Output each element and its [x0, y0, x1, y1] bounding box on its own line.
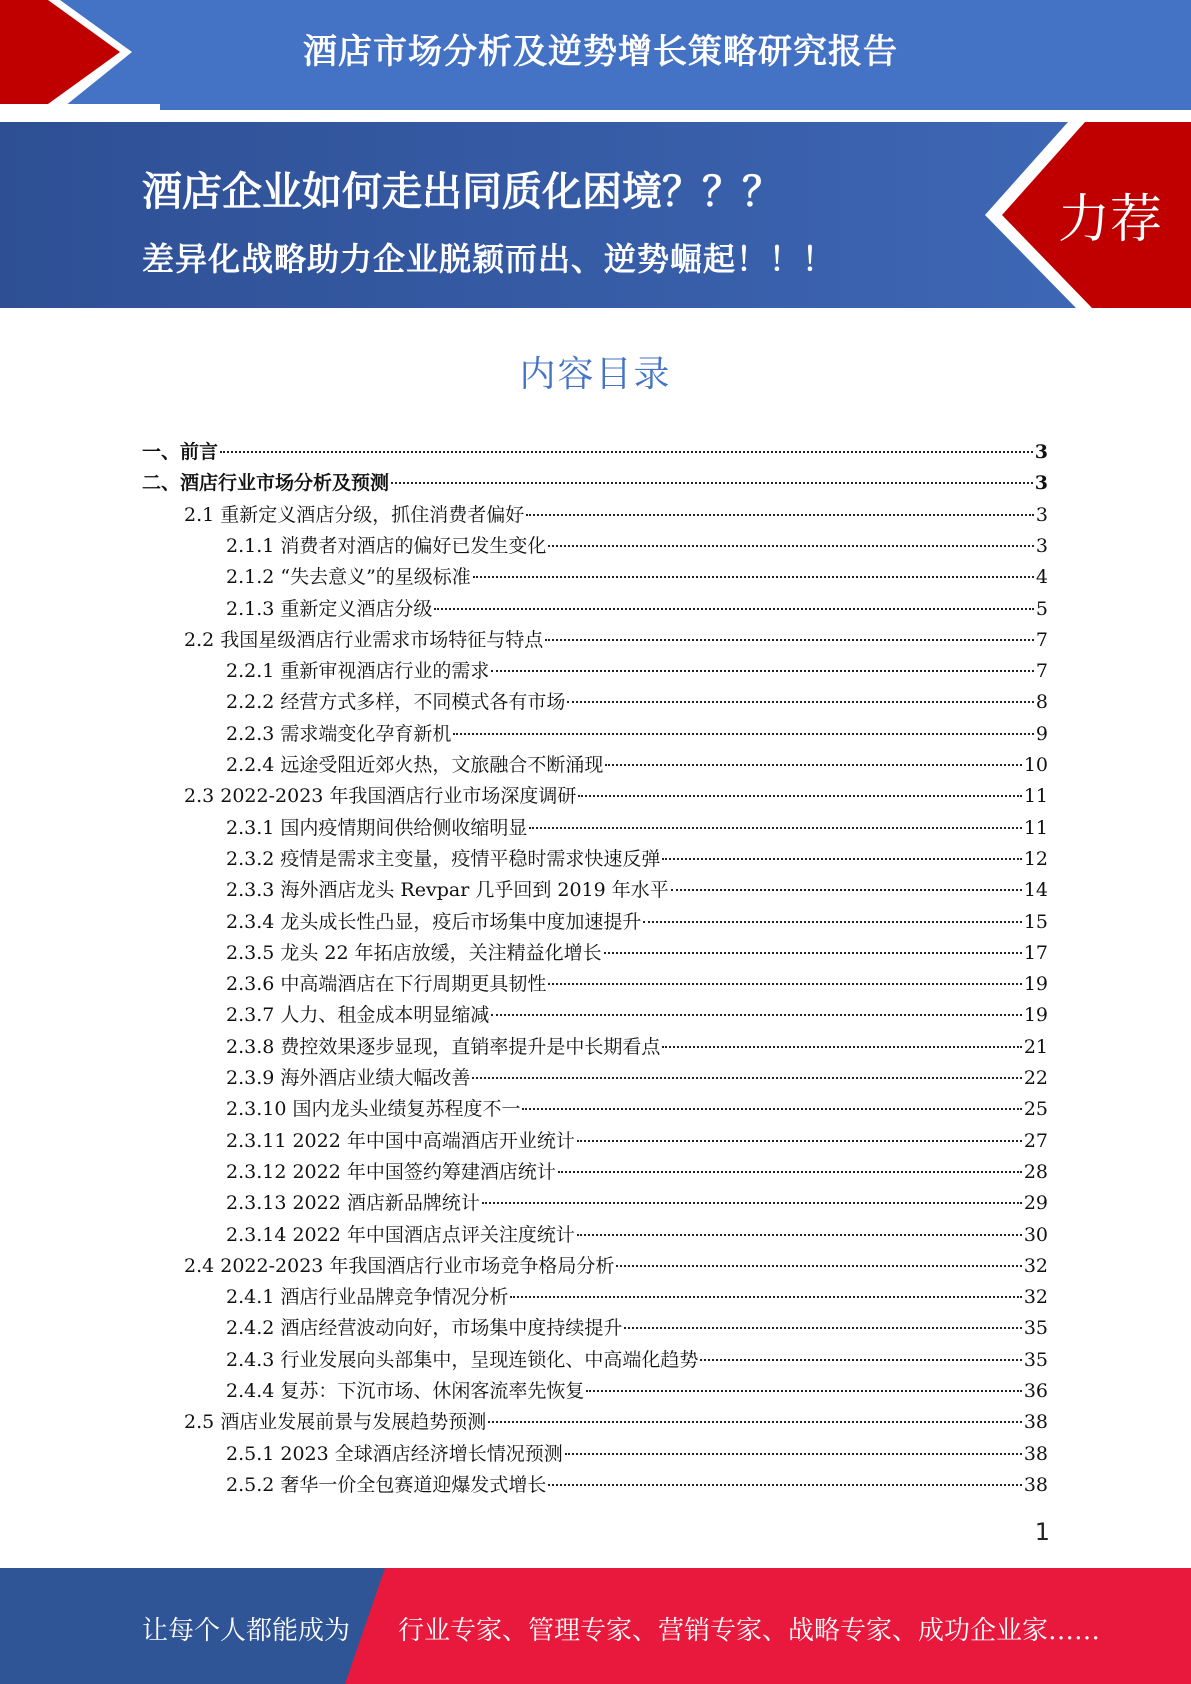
toc-entry-title: 2.3.5 龙头 22 年拓店放缓，关注精益化增长	[226, 941, 602, 964]
toc-dot-leader	[491, 669, 1034, 672]
page-number: 1	[1034, 1518, 1050, 1546]
toc-entry-page: 32	[1023, 1254, 1048, 1277]
toc-entry[interactable]	[226, 1439, 1048, 1470]
toc-entry-page: 5	[1035, 597, 1048, 620]
toc-entry-title: 2.2 我国星级酒店行业需求市场特征与特点	[184, 628, 544, 651]
toc-entry-title: 2.3.9 海外酒店业绩大幅改善	[226, 1067, 471, 1089]
toc-entry-page: 38	[1023, 1442, 1048, 1465]
toc-entry[interactable]	[226, 1000, 1048, 1031]
toc-dot-leader	[434, 607, 1034, 610]
toc-dot-leader	[586, 1389, 1021, 1392]
toc-entry[interactable]	[142, 437, 1048, 468]
toc-entry-title: 2.2.4 远途受阻近郊火热，文旅融合不断涌现	[226, 754, 604, 776]
toc-dot-leader	[671, 888, 1022, 891]
toc-entry[interactable]	[184, 500, 1048, 531]
toc-dot-leader	[545, 638, 1034, 641]
toc-entry[interactable]	[142, 468, 1048, 499]
toc-entry-title: 2.3.13 2022 酒店新品牌统计	[226, 1192, 480, 1215]
toc-dot-leader	[662, 857, 1021, 860]
toc-entry-title: 2.3.7 人力、租金成本明显缩减	[226, 1004, 490, 1027]
toc-entry[interactable]	[226, 1345, 1048, 1376]
toc-entry-title: 一、前言	[142, 441, 219, 463]
toc-entry-page: 10	[1023, 754, 1048, 776]
toc-entry[interactable]	[226, 1188, 1048, 1219]
toc-entry-page: 27	[1023, 1129, 1048, 1152]
toc-entry-page: 38	[1023, 1411, 1048, 1434]
toc-entry[interactable]	[226, 562, 1048, 593]
toc-entry[interactable]	[226, 1157, 1048, 1188]
toc-entry[interactable]	[226, 844, 1048, 875]
toc-entry-page: 35	[1023, 1317, 1048, 1340]
toc-entry[interactable]	[226, 813, 1048, 844]
toc-dot-leader	[491, 1013, 1021, 1016]
toc-entry-title: 2.3.2 疫情是需求主变量，疫情平稳时需求快速反弹	[226, 847, 661, 870]
toc-entry-page: 11	[1023, 785, 1048, 808]
toc-entry-title: 2.4.1 酒店行业品牌竞争情况分析	[226, 1286, 509, 1309]
report-title: 酒店市场分析及逆势增长策略研究报告	[303, 32, 898, 72]
toc-dot-leader	[472, 1076, 1021, 1079]
toc-dot-leader	[482, 1201, 1022, 1204]
toc-entry-page: 30	[1023, 1223, 1048, 1246]
toc-entry[interactable]	[226, 1282, 1048, 1313]
toc-entry-page: 19	[1023, 1004, 1048, 1027]
toc-entry[interactable]	[226, 907, 1048, 938]
toc-entry-title: 2.5.1 2023 全球酒店经济增长情况预测	[226, 1442, 563, 1465]
toc-entry[interactable]	[226, 1470, 1048, 1501]
toc-entry[interactable]	[226, 531, 1048, 562]
recommend-badge: 力荐	[1058, 190, 1163, 250]
toc-entry-title: 2.1 重新定义酒店分级，抓住消费者偏好	[184, 503, 525, 526]
toc-entry[interactable]	[226, 1376, 1048, 1407]
toc-entry-title: 2.3 2022-2023 年我国酒店行业市场深度调研	[184, 785, 577, 808]
toc-entry[interactable]	[226, 594, 1048, 625]
footer-slogan-left: 让每个人都能成为	[142, 1616, 351, 1646]
toc-entry-page: 32	[1023, 1286, 1048, 1309]
toc-entry-title: 2.3.3 海外酒店龙头 Revpar 几乎回到 2019 年水平	[226, 879, 669, 902]
toc-entry-title: 2.5 酒店业发展前景与发展趋势预测	[184, 1411, 487, 1434]
toc-entry-title: 2.4.3 行业发展向头部集中，呈现连锁化、中高端化趋势	[226, 1348, 699, 1371]
toc-dot-leader	[473, 575, 1034, 578]
toc-dot-leader	[577, 1233, 1022, 1236]
toc-entry[interactable]	[226, 1313, 1048, 1344]
toc-entry-page: 17	[1023, 941, 1048, 964]
toc-entry[interactable]	[226, 1126, 1048, 1157]
toc-dot-leader	[548, 1483, 1021, 1486]
toc-entry-title: 2.3.12 2022 年中国签约筹建酒店统计	[226, 1160, 556, 1183]
toc-entry-title: 2.3.11 2022 年中国中高端酒店开业统计	[226, 1129, 575, 1152]
top-banner	[0, 0, 1191, 110]
toc-dot-leader	[488, 1420, 1022, 1423]
toc-entry[interactable]	[226, 1063, 1048, 1094]
toc-dot-leader	[577, 1139, 1022, 1142]
toc-entry-page: 15	[1023, 910, 1048, 933]
toc-dot-leader	[567, 700, 1034, 703]
headline-band	[0, 122, 1191, 308]
toc-dot-leader	[391, 481, 1033, 484]
toc-entry-page: 25	[1023, 1098, 1048, 1121]
toc-dot-leader	[565, 1452, 1022, 1455]
toc-entry-title: 2.3.6 中高端酒店在下行周期更具韧性	[226, 973, 547, 996]
toc-entry-page: 29	[1023, 1192, 1048, 1215]
toc-entry[interactable]	[226, 656, 1048, 687]
toc-entry-page: 35	[1023, 1348, 1048, 1371]
footer-slogan-right: 行业专家、管理专家、营销专家、战略专家、成功企业家……	[398, 1616, 1101, 1646]
toc-entry[interactable]	[226, 750, 1048, 781]
toc-dot-leader	[643, 920, 1021, 923]
toc-entry-page: 36	[1023, 1380, 1048, 1402]
toc-dot-leader	[604, 951, 1022, 954]
toc-dot-leader	[700, 1358, 1021, 1361]
toc-dot-leader	[548, 982, 1021, 985]
toc-entry-title: 2.1.3 重新定义酒店分级	[226, 597, 433, 620]
toc-entry-page: 19	[1023, 973, 1048, 996]
toc-entry[interactable]	[226, 1094, 1048, 1125]
toc-entry-page: 3	[1035, 534, 1048, 557]
toc-dot-leader	[662, 1045, 1021, 1048]
toc-entry-page: 4	[1035, 566, 1048, 589]
toc-entry-page: 9	[1035, 722, 1048, 745]
toc-entry-title: 2.3.1 国内疫情期间供给侧收缩明显	[226, 816, 528, 839]
toc-dot-leader	[616, 1264, 1021, 1267]
toc-entry-title: 二、酒店行业市场分析及预测	[142, 472, 390, 495]
toc-entry[interactable]	[226, 719, 1048, 750]
toc-entry-title: 2.2.2 经营方式多样，不同模式各有市场	[226, 691, 566, 714]
toc-entry-title: 2.3.14 2022 年中国酒店点评关注度统计	[226, 1223, 575, 1246]
toc-entry-title: 2.2.3 需求端变化孕育新机	[226, 722, 452, 745]
toc-dot-leader	[624, 1326, 1021, 1329]
toc-entry-title: 2.4.2 酒店经营波动向好，市场集中度持续提升	[226, 1317, 623, 1340]
toc-entry-page: 3	[1034, 472, 1048, 495]
toc-entry[interactable]	[226, 687, 1048, 718]
toc-dot-leader	[605, 763, 1021, 766]
toc-entry-page: 22	[1023, 1067, 1048, 1089]
toc-entry-page: 3	[1034, 441, 1048, 463]
toc-dot-leader	[220, 450, 1033, 453]
toc-entry[interactable]	[226, 938, 1048, 969]
toc-entry[interactable]	[184, 625, 1048, 656]
toc-entry[interactable]	[184, 1251, 1048, 1282]
toc-dot-leader	[526, 513, 1034, 516]
toc-entry-page: 7	[1035, 660, 1048, 683]
toc-entry-page: 11	[1023, 816, 1048, 839]
toc-entry-title: 2.2.1 重新审视酒店行业的需求	[226, 660, 490, 683]
toc-dot-leader	[453, 732, 1034, 735]
toc-entry-page: 3	[1035, 503, 1048, 526]
toc-entry[interactable]	[184, 781, 1048, 812]
headline-question: 酒店企业如何走出同质化困境？？？	[142, 169, 782, 215]
headline-slogan: 差异化战略助力企业脱颖而出、逆势崛起！！！	[142, 240, 836, 278]
toc-entry-title: 2.4 2022-2023 年我国酒店行业市场竞争格局分析	[184, 1254, 615, 1277]
toc-entry-title: 2.3.4 龙头成长性凸显，疫后市场集中度加速提升	[226, 910, 642, 933]
toc-entry-title: 2.1.2 “失去意义”的星级标准	[226, 566, 471, 589]
toc-entry[interactable]	[184, 1407, 1048, 1438]
toc-entry-page: 38	[1023, 1473, 1048, 1496]
toc-dot-leader	[510, 1295, 1021, 1298]
toc-entry-title: 2.5.2 奢华一价全包赛道迎爆发式增长	[226, 1473, 547, 1496]
toc-entry-page: 21	[1023, 1035, 1048, 1058]
toc-dot-leader	[522, 1107, 1021, 1110]
toc-entry[interactable]	[226, 875, 1048, 906]
toc-dot-leader	[558, 1170, 1022, 1173]
toc-dot-leader	[548, 544, 1034, 547]
toc-entry-title: 2.4.4 复苏：下沉市场、休闲客流率先恢复	[226, 1380, 585, 1402]
toc-entry-page: 28	[1023, 1160, 1048, 1183]
toc-entry[interactable]	[226, 969, 1048, 1000]
toc-dot-leader	[529, 826, 1021, 829]
toc-entry[interactable]	[226, 1032, 1048, 1063]
toc-entry[interactable]	[226, 1220, 1048, 1251]
toc-title: 内容目录	[519, 354, 672, 395]
toc-entry-title: 2.3.10 国内龙头业绩复苏程度不一	[226, 1098, 521, 1121]
footer-banner	[0, 1568, 1191, 1684]
toc-entry-page: 12	[1023, 847, 1048, 870]
toc-dot-leader	[578, 794, 1021, 797]
toc-entry-title: 2.1.1 消费者对酒店的偏好已发生变化	[226, 534, 547, 557]
toc-entry-title: 2.3.8 费控效果逐步显现，直销率提升是中长期看点	[226, 1035, 661, 1058]
toc-entry-page: 14	[1023, 879, 1048, 902]
toc-entry-page: 8	[1035, 691, 1048, 714]
toc-entry-page: 7	[1035, 628, 1048, 651]
